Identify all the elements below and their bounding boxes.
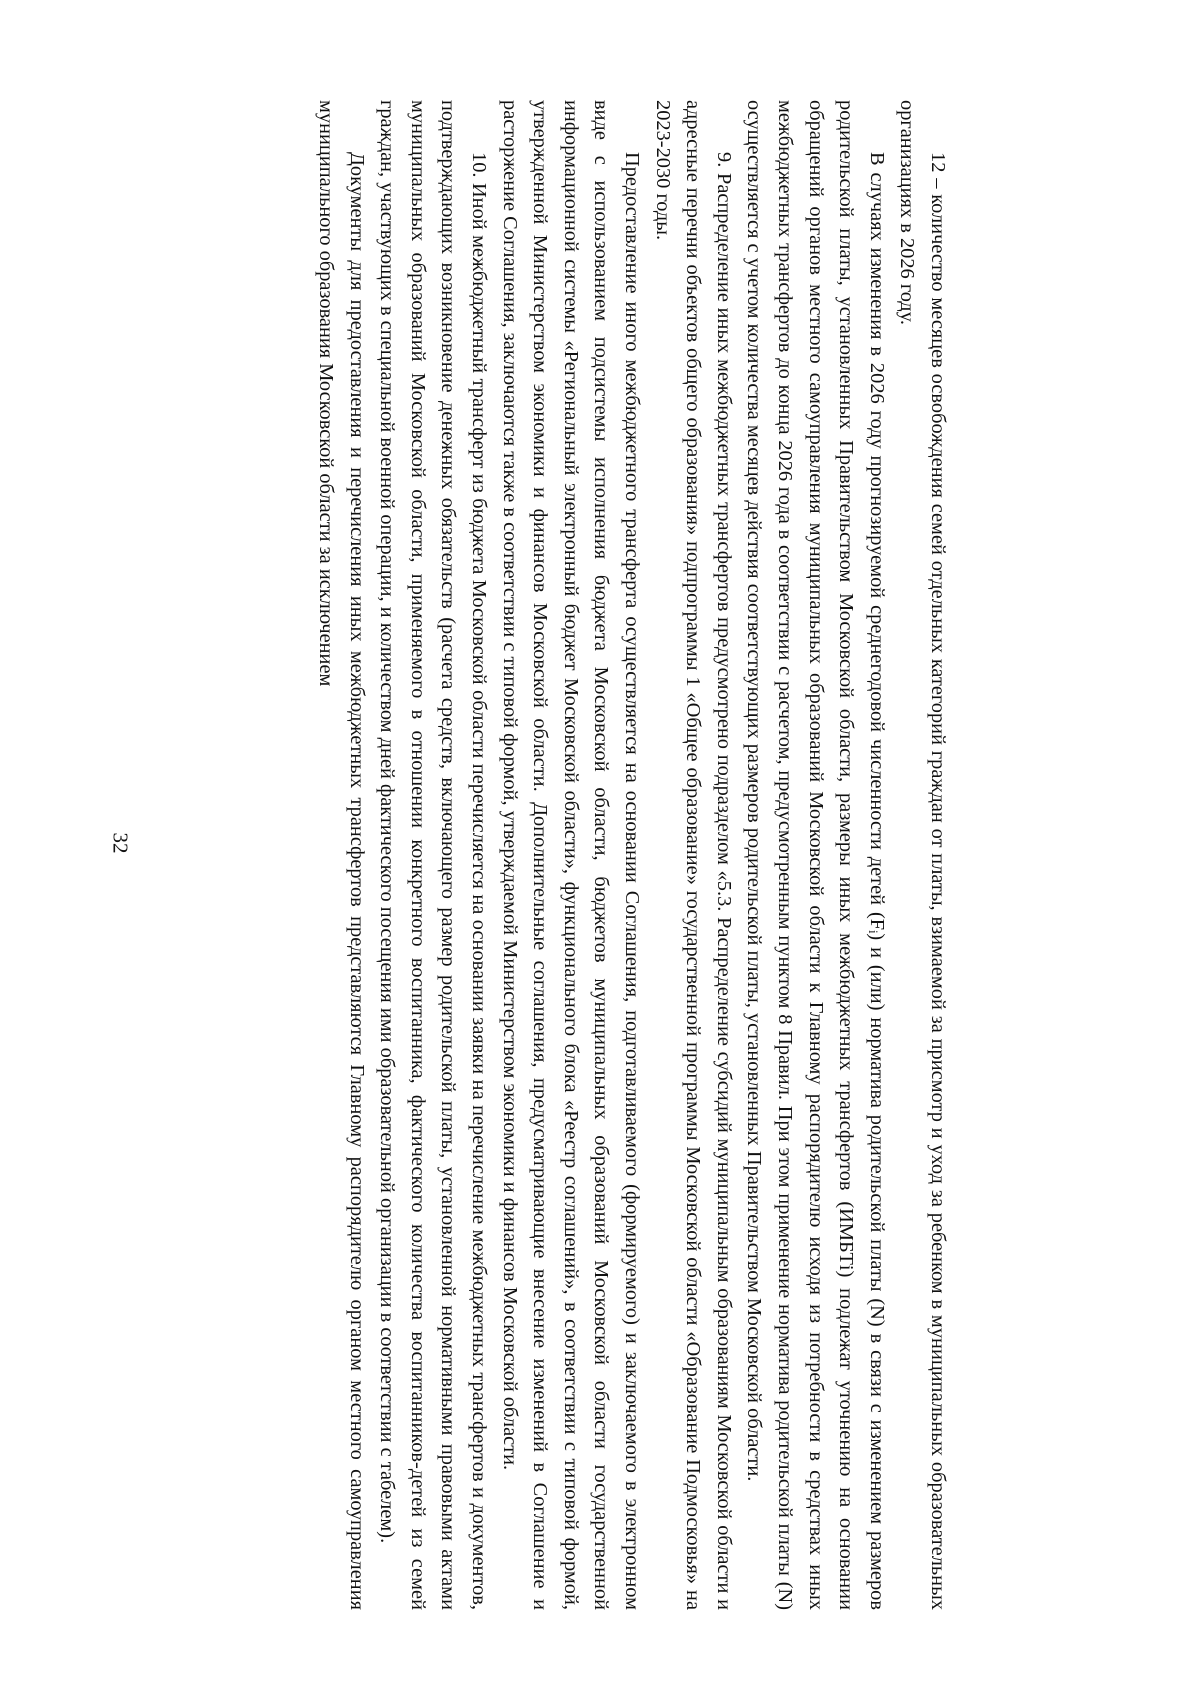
paragraph-documents: Документы для предоставления и перечисления иных межбюджетных трансфертов представляются Главному распорядителю органом местного самоуправления муниципального образования Московской области за исключением — [315, 100, 368, 1610]
paragraph-clause-9: 9. Распределение иных межбюджетных трансфертов предусмотрено подразделом «5.3. Распределение субсидий муниципальным образованиям Московской области и адресные перечни объектов общего образования» подпрограммы 1 «Общее образование» государственной программы Московской области «Образование Подмосковья» на 2023-2030 годы. — [651, 100, 736, 1610]
paragraph-changes-2026: В случаях изменения в 2026 году прогнозируемой среднегодовой численности детей (Fᵢ) и (или) норматива родительской платы (N) в связи с изменением размеров родительской платы, установленных Правительством Московской области, размеры иных межбюджетных трансфертов (ИМБТi) подлежат уточнению на основании обращений органов местного самоуправления муниципальных образований Московской области к Главному распорядителю исходя из потребности в средствах иных межбюджетных трансфертов до конца 2026 года в соответствии с расчетом, предусмотренным пунктом 8 Правил. При этом применение норматива родительской платы (N) осуществляется с учетом количества месяцев действия соответствующих размеров родительской платы, установленных Правительством Московской области. — [743, 100, 889, 1610]
document-body — [311, 100, 953, 1610]
paragraph-clause-10: 10. Иной межбюджетный трансферт из бюджета Московской области перечисляется на основании заявки на перечисление межбюджетных трансфертов и документов, подтверждающих возникновение денежных обязательств (расчета средств, включающего размер родительской платы, установленной нормативными правовыми актами муниципальных образований Московской области, применяемого в отношении конкретного воспитанника, фактического количества воспитанников-детей из семей граждан, участвующих в специальной военной операции, и количеством дней фактического посещения ими образовательной организации в соответствии с табелем). — [376, 100, 491, 1610]
paragraph-months-exemption: 12 – количество месяцев освобождения семей отдельных категорий граждан от платы, взимаемой за присмотр и уход за ребенком в муниципальных образовательных организациях в 2026 году. — [896, 100, 950, 1610]
paragraph-agreement: Предоставление иного межбюджетного трансферта осуществляется на основании Соглашения, подготавливаемого (формируемого) и заключаемого в электронном виде с использованием подсистемы исполнения бюджета Московской области, бюджетов муниципальных образований Московской области государственной информационной системы «Региональный электронный бюджет Московской области», функционального блока «Реестр соглашений», в соответствии с типовой формой, утвержденной Министерством экономики и финансов Московской области. Дополнительные соглашения, предусматривающие внесение изменений в Соглашение и расторжение Соглашения, заключаются также в соответствии с типовой формой, утверждаемой Министерством экономики и финансов Московской области. — [498, 100, 644, 1610]
page-number: 32 — [108, 832, 133, 854]
